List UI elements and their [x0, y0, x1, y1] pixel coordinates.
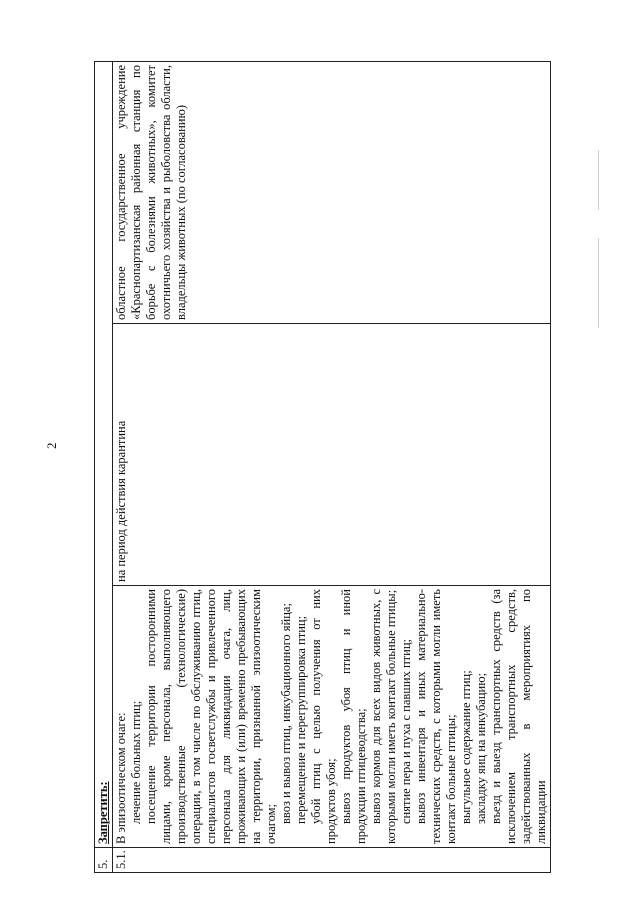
term-cell: на период действия карантина [113, 324, 551, 586]
list-item: закладку яиц на инкубацию; [474, 672, 488, 824]
list-item: снятие пера и пуха с павших птиц; [399, 639, 413, 824]
measure-list [129, 589, 549, 844]
measure-intro: В эпизоотическом очаге: [114, 712, 128, 844]
list-item: вывоз кормов для всех видов животных, с которыми могли иметь контакт больные птицы; [369, 589, 398, 844]
list-item: лечение больных птиц; [129, 700, 143, 824]
list-item: вывоз продуктов убоя птиц и иной продукции птицеводства; [339, 589, 368, 844]
executors-cell: областное государственное учреждение «Краснопартизанская районная станция по борьбе с болезнями животных», комитет охотничьего хозяйства и рыболовства области, владельцы животных (по согласованию) [113, 62, 551, 324]
section-title: Запретить: [95, 62, 113, 848]
measures-table [94, 61, 551, 873]
list-item: ввоз и вывоз птиц, инкубационного яйца; [279, 603, 293, 824]
list-item: вывоз инвентаря и иных материально-технических средств, с которыми могли иметь контакт больные птицы; [414, 589, 458, 844]
section-number: 5. [95, 848, 113, 873]
paper-crease [598, 150, 599, 210]
list-item: выгульное содержание птиц; [459, 670, 473, 824]
measure-cell [113, 586, 551, 848]
section-header-row [95, 62, 113, 873]
table-row [113, 62, 551, 873]
list-item: въезд и выезд транспортных средств (за исключением транспортных средств, задействованных в мероприятиях по ликвидации [489, 589, 548, 844]
page-number: 2 [44, 442, 59, 449]
list-item: посещение территории посторонними лицами, кроме персонала, выполняющего производственные (технологические) операции, в том числе по обслуживанию птиц, специалистов госветслужбы и привлеченного персонала для ликвидации очага, лиц, проживающих и (или) временно пребывающих на территории, признанной эпизоотическим очагом; [144, 589, 278, 844]
list-item: перемещение и перегруппировка птиц; [294, 615, 308, 824]
row-number: 5.1. [113, 848, 551, 873]
rotated-table-container [94, 61, 599, 873]
list-item: убой птиц с целью получения от них продуктов убоя; [309, 589, 338, 844]
paper-crease [598, 238, 599, 328]
